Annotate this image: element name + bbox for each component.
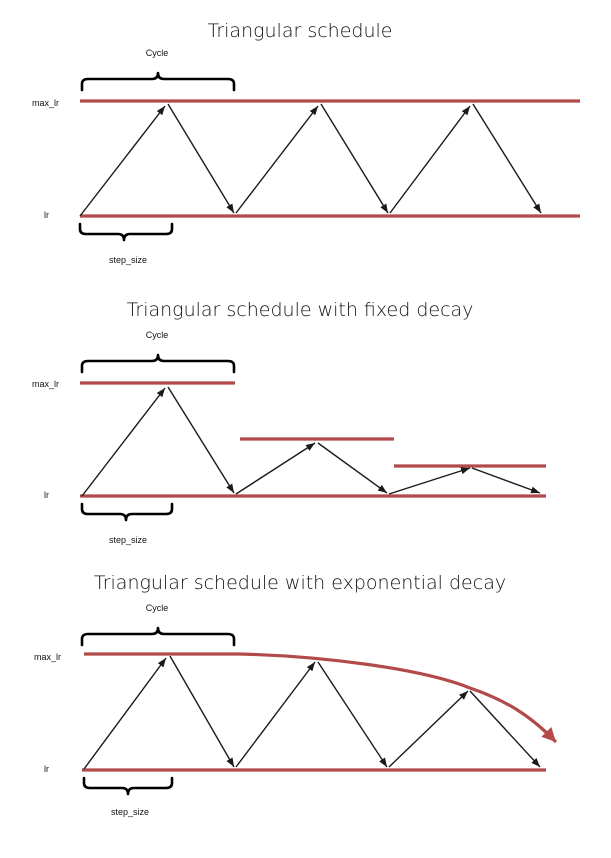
lr-label: lr: [44, 490, 49, 500]
decrease-arrow: [321, 104, 388, 213]
cycle-label: Cycle: [145, 330, 169, 340]
panel-exponential-decay: [34, 572, 556, 817]
step-size-label: step_size: [108, 535, 148, 545]
exponential-decay-curve: [84, 654, 556, 742]
increase-arrow: [84, 658, 166, 769]
increase-arrow: [389, 691, 468, 767]
increase-arrow: [390, 106, 470, 213]
panel-triangular: [32, 20, 580, 265]
panel-title: Triangular schedule with fixed decay: [126, 299, 474, 321]
increase-arrow: [236, 443, 315, 494]
decrease-arrow: [473, 104, 541, 213]
step-size-label: step_size: [110, 807, 150, 817]
lr-label: lr: [44, 764, 49, 774]
step-size-brace: [80, 224, 172, 240]
increase-arrow: [80, 106, 165, 216]
step-size-label: step_size: [108, 255, 148, 265]
increase-arrow: [236, 106, 318, 213]
max-lr-label: max_lr: [32, 379, 60, 389]
increase-arrow: [389, 468, 470, 494]
increase-arrow: [236, 662, 315, 767]
step-size-brace: [84, 778, 172, 794]
decrease-arrow: [472, 468, 540, 493]
max-lr-label: max_lr: [32, 98, 60, 108]
decrease-arrow: [170, 656, 234, 767]
cycle-brace: [82, 628, 234, 645]
decrease-arrow: [168, 387, 234, 493]
decrease-arrow: [168, 104, 234, 213]
panel-fixed-decay: [32, 299, 546, 545]
step-size-brace: [82, 504, 172, 520]
increase-arrow: [82, 388, 165, 496]
panel-title: Triangular schedule with exponential decay: [93, 572, 507, 594]
decrease-arrow: [318, 662, 387, 767]
cycle-brace: [82, 355, 234, 372]
decrease-arrow: [318, 443, 387, 493]
lr-label: lr: [44, 210, 49, 220]
panel-title: Triangular schedule: [207, 20, 393, 42]
cycle-label: Cycle: [145, 603, 169, 613]
max-lr-label: max_lr: [34, 652, 62, 662]
cycle-label: Cycle: [145, 48, 169, 58]
cycle-brace: [82, 73, 234, 90]
